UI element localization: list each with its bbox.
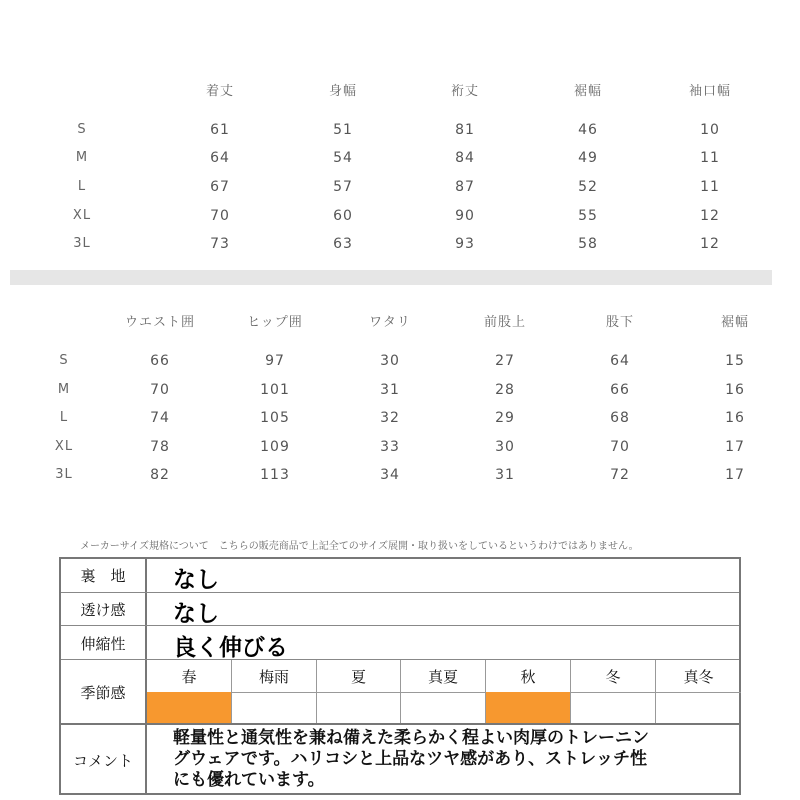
sheer-label: 透け感 — [61, 593, 147, 626]
top-cell: 57 — [333, 179, 353, 195]
bottom-cell: 78 — [150, 439, 170, 455]
top-cell: 81 — [455, 122, 475, 138]
top-cell: 67 — [210, 179, 230, 195]
bottom-cell: 68 — [610, 410, 630, 426]
stretch-row — [61, 625, 739, 660]
bottom-cell: 113 — [260, 467, 290, 483]
top-cell: 93 — [455, 236, 475, 252]
bottom-size-label: XL — [54, 439, 74, 454]
top-cell: 61 — [210, 122, 230, 138]
season-midwinter-mark — [656, 692, 741, 724]
bottom-size-label: M — [57, 382, 71, 397]
top-cell: 58 — [578, 236, 598, 252]
bottom-header-1: ウエスト囲 — [124, 315, 196, 330]
top-cell: 10 — [700, 122, 720, 138]
season-autumn-mark — [486, 692, 571, 724]
top-cell: 46 — [578, 122, 598, 138]
season-winter: 冬 — [571, 660, 656, 692]
top-cell: 70 — [210, 208, 230, 224]
top-header-4: 裾幅 — [573, 84, 603, 99]
top-cell: 12 — [700, 208, 720, 224]
bottom-cell: 28 — [495, 382, 515, 398]
bottom-cell: 27 — [495, 353, 515, 369]
bottom-size-label: S — [59, 353, 69, 368]
season-midsummer-mark — [401, 692, 486, 724]
comment-label: コメント — [61, 725, 147, 795]
bottom-cell: 33 — [380, 439, 400, 455]
bottom-cell: 29 — [495, 410, 515, 426]
season-midwinter: 真冬 — [683, 667, 714, 686]
comment-line: グウェアです。ハリコシと上品なツヤ感があり、ストレッチ性 — [173, 749, 647, 769]
bottom-cell: 97 — [265, 353, 285, 369]
bottom-size-label: L — [59, 410, 69, 425]
bottom-cell: 74 — [150, 410, 170, 426]
bottom-cell: 66 — [150, 353, 170, 369]
bottom-cell: 15 — [725, 353, 745, 369]
top-cell: 60 — [333, 208, 353, 224]
season-rainy: 梅雨 — [232, 660, 317, 692]
top-cell: 90 — [455, 208, 475, 224]
top-cell: 63 — [333, 236, 353, 252]
bottom-cell: 72 — [610, 467, 630, 483]
bottom-cell: 64 — [610, 353, 630, 369]
stretch-value: 良く伸びる — [173, 635, 288, 661]
comment-text — [173, 728, 733, 791]
top-header-2: 身幅 — [328, 84, 358, 99]
bottom-cell: 70 — [610, 439, 630, 455]
comment-row — [61, 723, 739, 795]
size-note: メーカーサイズ規格について こちらの販売商品で上記全てのサイズ展開・取り扱いをしているというわけではありません。 — [80, 541, 639, 552]
season-grid — [147, 660, 741, 724]
bottom-header-4: 前股上 — [483, 315, 527, 330]
bottom-cell: 17 — [725, 467, 745, 483]
bottom-size-label: 3L — [55, 467, 73, 482]
top-size-label: 3L — [73, 236, 91, 251]
top-cell: 49 — [578, 150, 598, 166]
bottom-cell: 34 — [380, 467, 400, 483]
top-size-label: S — [77, 122, 87, 137]
comment-line: 軽量性と通気性を兼ね備えた柔らかく程よい肉厚のトレーニン — [173, 728, 649, 748]
bottom-cell: 109 — [260, 439, 290, 455]
top-cell: 64 — [210, 150, 230, 166]
bottom-cell: 105 — [260, 410, 290, 426]
bottom-cell: 82 — [150, 467, 170, 483]
lining-row — [61, 559, 739, 592]
bottom-header-5: 股下 — [605, 315, 635, 330]
top-header-5: 袖口幅 — [688, 84, 732, 99]
top-header-3: 裄丈 — [450, 84, 480, 99]
top-cell: 52 — [578, 179, 598, 195]
lining-value: なし — [173, 567, 219, 593]
season-spring-mark — [147, 692, 232, 724]
comment-line: にも優れています。 — [173, 770, 325, 790]
season-summer-mark — [317, 692, 401, 724]
top-cell: 73 — [210, 236, 230, 252]
bottom-cell: 30 — [495, 439, 515, 455]
bottom-header-2: ヒップ囲 — [247, 315, 303, 330]
top-size-label: XL — [72, 208, 92, 223]
bottom-header-3: ワタリ — [369, 315, 411, 330]
sheer-value: なし — [173, 601, 219, 627]
bottom-cell: 31 — [380, 382, 400, 398]
stretch-label: 伸縮性 — [61, 626, 147, 660]
top-cell: 84 — [455, 150, 475, 166]
bottom-cell: 16 — [725, 382, 745, 398]
bottom-cell: 16 — [725, 410, 745, 426]
top-size-label: M — [75, 150, 89, 165]
season-rainy-mark — [232, 692, 317, 724]
season-label: 季節感 — [61, 660, 147, 724]
season-row — [61, 659, 739, 724]
season-midsummer: 真夏 — [401, 660, 486, 692]
season-winter-mark — [571, 692, 656, 724]
season-spring: 春 — [147, 660, 232, 692]
bottom-header-6: 裾幅 — [720, 315, 750, 330]
top-cell: 11 — [700, 150, 720, 166]
top-cell: 11 — [700, 179, 720, 195]
bottom-cell: 30 — [380, 353, 400, 369]
bottom-cell: 31 — [495, 467, 515, 483]
top-cell: 54 — [333, 150, 353, 166]
top-cell: 87 — [455, 179, 475, 195]
bottom-cell: 101 — [260, 382, 290, 398]
season-autumn: 秋 — [486, 660, 571, 692]
bottom-cell: 66 — [610, 382, 630, 398]
lining-label: 裏 地 — [61, 559, 147, 592]
bottom-cell: 17 — [725, 439, 745, 455]
bottom-cell: 32 — [380, 410, 400, 426]
top-size-label: L — [77, 179, 87, 194]
top-cell: 51 — [333, 122, 353, 138]
spec-table — [59, 557, 741, 795]
top-header-1: 着丈 — [205, 84, 235, 99]
top-cell: 55 — [578, 208, 598, 224]
season-summer: 夏 — [317, 660, 401, 692]
bottom-cell: 70 — [150, 382, 170, 398]
top-cell: 12 — [700, 236, 720, 252]
sheer-row — [61, 592, 739, 626]
